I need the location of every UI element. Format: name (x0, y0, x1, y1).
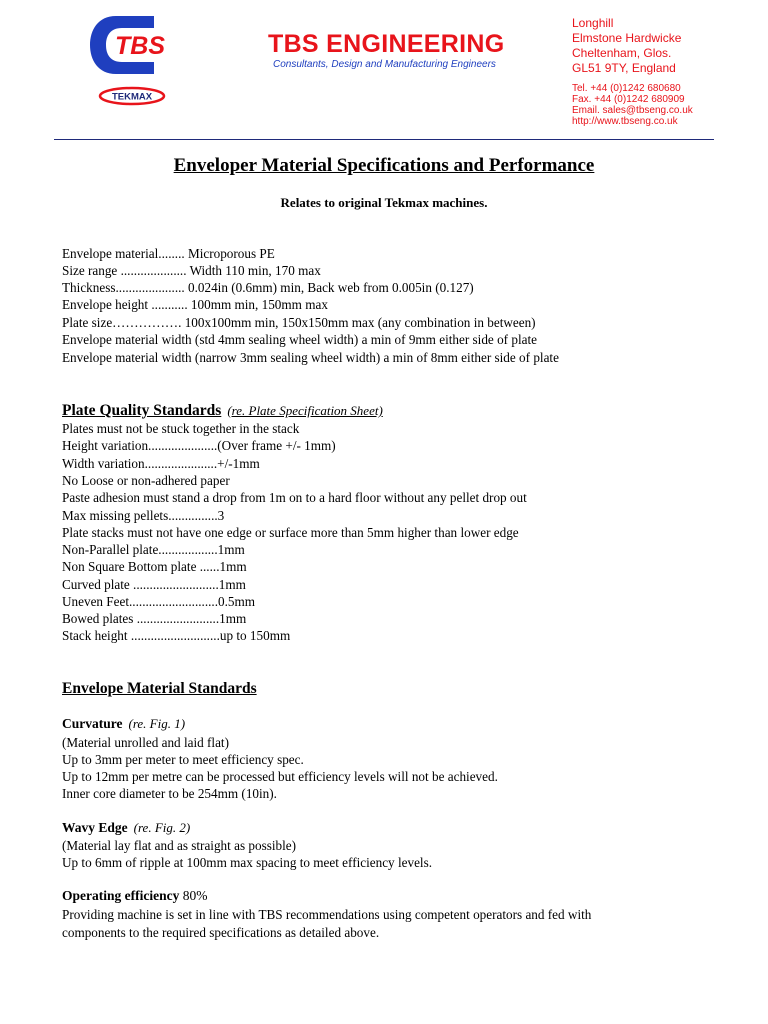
plate-quality-line: Paste adhesion must stand a drop from 1m on to a hard floor without any pellet drop out (62, 490, 527, 505)
curvature-line: Up to 12mm per metre can be processed but efficiency levels will not be achieved. (62, 769, 498, 784)
operating-efficiency-value: 80% (182, 888, 208, 903)
curvature-line: Inner core diameter to be 254mm (10in). (62, 786, 277, 801)
tekmax-logo-text: TEKMAX (111, 91, 153, 103)
plate-quality-line: Width variation......................+/-1mm (62, 456, 260, 471)
curvature-line: (Material unrolled and laid flat) (62, 735, 229, 750)
plate-quality-line: Max missing pellets...............3 (62, 508, 225, 523)
spec-line: Envelope material width (narrow 3mm sealing wheel width) a min of 8mm either side of plate (62, 350, 559, 365)
tekmax-logo (98, 86, 166, 106)
fax: Fax. +44 (0)1242 680909 (572, 94, 685, 105)
spec-line: Envelope material width (std 4mm sealing wheel width) a min of 9mm either side of plate (62, 332, 537, 347)
document-subtitle: Relates to original Tekmax machines. (280, 195, 488, 210)
wavy-edge-ref: (re. Fig. 2) (133, 820, 191, 835)
logo-text: TBS (115, 32, 165, 60)
spec-line: Size range .................... Width 110 min, 170 max (62, 263, 321, 278)
company-contact (572, 83, 693, 127)
address-line: Cheltenham, Glos. (572, 46, 672, 60)
address-line: Longhill (572, 16, 614, 30)
spec-line: Envelope height ........... 100mm min, 150mm max (62, 297, 328, 312)
plate-quality-line: Non-Parallel plate..................1mm (62, 542, 245, 557)
wavy-edge-label: Wavy Edge (62, 820, 128, 835)
operating-efficiency-label: Operating efficiency (62, 888, 180, 903)
header-divider (54, 139, 714, 140)
plate-quality-line: Curved plate ..........................1mm (62, 577, 246, 592)
spec-line: Envelope material........ Microporous PE (62, 246, 275, 261)
envelope-standards-heading: Envelope Material Standards (62, 680, 257, 697)
curvature-label: Curvature (62, 716, 123, 731)
plate-quality-line: Bowed plates .........................1mm (62, 611, 247, 626)
company-tagline: Consultants, Design and Manufacturing Engineers (273, 59, 496, 70)
plate-quality-line: Height variation.....................(Over frame +/- 1mm) (62, 438, 336, 453)
operating-efficiency-line: components to the required specifications as detailed above. (62, 925, 380, 940)
operating-efficiency-line: Providing machine is set in line with TBS recommendations using competent operators and fed with (62, 907, 592, 922)
website-link[interactable]: http://www.tbseng.co.uk (572, 116, 678, 127)
wavy-edge-heading (62, 820, 190, 836)
spec-line: Plate size……………. 100x100mm min, 150x150mm max (any combination in between) (62, 315, 536, 330)
plate-quality-line: Plate stacks must not have one edge or surface more than 5mm higher than lower edge (62, 525, 519, 540)
wavy-edge-line: Up to 6mm of ripple at 100mm max spacing to meet efficiency levels. (62, 855, 433, 870)
plate-quality-heading-text: Plate Quality Standards (62, 402, 222, 419)
company-address (572, 16, 681, 76)
curvature-line: Up to 3mm per meter to meet efficiency spec. (62, 752, 304, 767)
document-title: Enveloper Material Specifications and Performance (173, 155, 595, 176)
plate-quality-line: Stack height ...........................up to 150mm (62, 628, 291, 643)
plate-quality-line: Uneven Feet...........................0.5mm (62, 594, 256, 609)
curvature-ref: (re. Fig. 1) (128, 716, 186, 731)
plate-quality-line: No Loose or non-adhered paper (62, 473, 230, 488)
email-link[interactable]: Email. sales@tbseng.co.uk (572, 105, 693, 116)
operating-efficiency-heading (62, 888, 207, 904)
company-name: TBS ENGINEERING (268, 30, 505, 58)
tbs-logo (86, 14, 182, 76)
curvature-heading (62, 716, 185, 732)
telephone: Tel. +44 (0)1242 680680 (572, 83, 681, 94)
plate-quality-ref: (re. Plate Specification Sheet) (227, 403, 383, 418)
address-line: GL51 9TY, England (572, 61, 676, 75)
wavy-edge-line: (Material lay flat and as straight as possible) (62, 838, 297, 853)
plate-quality-line: Plates must not be stuck together in the stack (62, 421, 300, 436)
plate-quality-line: Non Square Bottom plate ......1mm (62, 559, 247, 574)
address-line: Elmstone Hardwicke (572, 31, 682, 45)
spec-line: Thickness..................... 0.024in (0.6mm) min, Back web from 0.005in (0.127) (62, 280, 474, 295)
plate-quality-heading (62, 402, 383, 420)
